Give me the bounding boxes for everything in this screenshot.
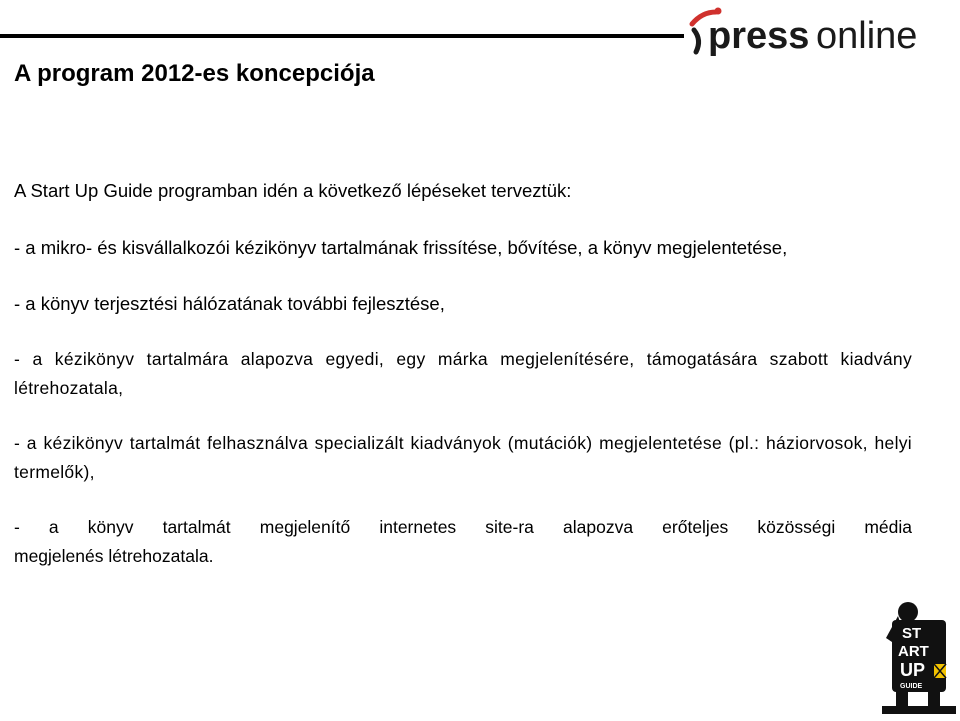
list-item: - a kézikönyv tartalmára alapozva egyedi, egy márka megjelenítésére, támogatására szabott kiadvány létrehozatala, — [14, 349, 912, 398]
badge-line: ART — [898, 643, 929, 660]
list-item — [14, 513, 912, 571]
intro-text: A Start Up Guide programban idén a következő lépéseket terveztük: — [14, 180, 572, 201]
svg-text:online: online — [816, 15, 918, 57]
svg-text:press: press — [708, 15, 810, 57]
header-rule — [0, 34, 684, 38]
list-item: - a mikro- és kisvállalkozói kézikönyv tartalmának frissítése, bővítése, a könyv megjelentetése, — [14, 237, 788, 258]
list-item-line: megjelenés létrehozatala. — [14, 546, 214, 566]
badge-line: UP — [900, 660, 926, 680]
list-item-line: - a könyv tartalmát megjelenítő internetes site-ra alapozva erőteljes közösségi média — [14, 517, 912, 537]
pressonline-logo — [688, 2, 928, 58]
badge-line: GUIDE — [900, 683, 923, 690]
list-item: - a könyv terjesztési hálózatának további fejlesztése, — [14, 293, 445, 314]
badge-line: ST — [902, 625, 922, 642]
start-up-guide-logo — [878, 598, 958, 718]
list-item: - a kézikönyv tartalmát felhasználva specializált kiadványok (mutációk) megjelentetése (pl.: háziorvosok, helyi termelők), — [14, 433, 912, 482]
page-title: A program 2012-es koncepciója — [14, 60, 375, 87]
